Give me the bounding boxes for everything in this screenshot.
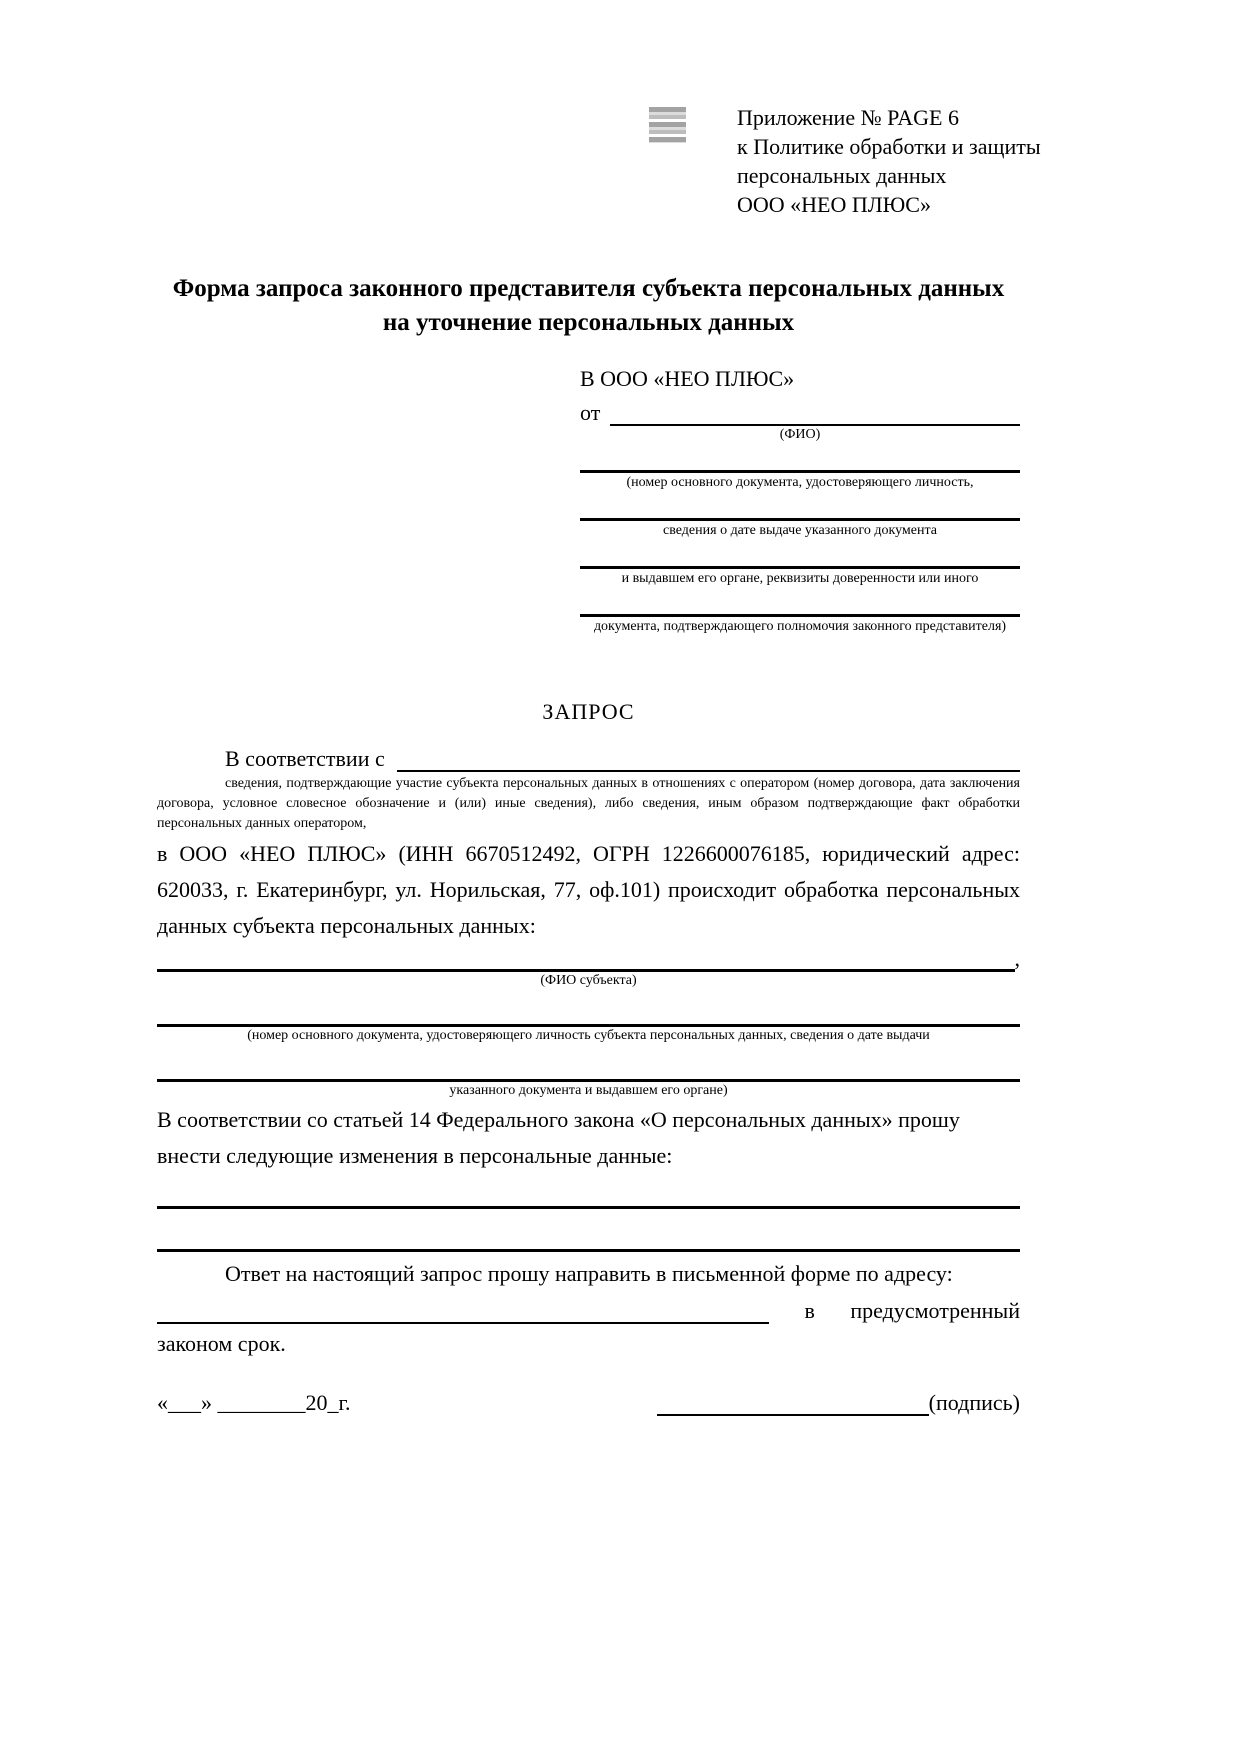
addressee-block [580, 364, 1020, 636]
reply-address-field-line[interactable] [157, 1298, 769, 1324]
policy-line-1: к Политике обработки и защиты [737, 134, 1041, 159]
date-template-field[interactable]: «___» ________20_г. [157, 1390, 351, 1415]
reply-paragraph: Ответ на настоящий запрос прошу направить в письменной форме по адресу: [225, 1261, 953, 1286]
representative-name-field-line[interactable] [610, 400, 1020, 426]
reply-word-v: в [804, 1298, 815, 1323]
blurred-field-code-artifact [649, 107, 686, 143]
appendix-number-line: Приложение № PAGE 6 [737, 105, 959, 130]
reply-address-row [157, 1292, 1020, 1324]
form-title-line-2: на уточнение персональных данных [382, 309, 795, 336]
addressee-company: В ООО «НЕО ПЛЮС» [580, 366, 795, 391]
document-body [157, 272, 1020, 1416]
fio-caption: (ФИО) [779, 427, 821, 442]
subject-document-field-2 [157, 1055, 1020, 1100]
from-label: от [580, 400, 601, 425]
operator-paragraph: в ООО «НЕО ПЛЮС» (ИНН 6670512492, ОГРН 1226600076185, юридический адрес: 620033, г. Екатеринбург, ул. Норильская, 77, оф.101) происходит обработка персональных данных субъекта персональных данных: [157, 841, 1020, 938]
issuing-authority-caption: и выдавшем его органе, реквизиты доверенности или иного [621, 571, 979, 586]
document-number-caption: (номер основного документа, удостоверяющего личность, [626, 475, 974, 490]
reply-word-predusmotrenny: предусмотренный [850, 1298, 1020, 1323]
authority-document-field-line[interactable] [580, 592, 1020, 617]
subject-document-caption-1: (номер основного документа, удостоверяющего личность субъекта персональных данных, сведения о дате выдачи [247, 1028, 930, 1043]
company-name: ООО «НЕО ПЛЮС» [737, 192, 931, 217]
signature-block [657, 1390, 1020, 1416]
reply-closing: законом срок. [157, 1331, 286, 1356]
form-title-line-1: Форма запроса законного представителя субъекта персональных данных [172, 275, 1005, 302]
article-paragraph: В соответствии со статьей 14 Федерального закона «О персональных данных» прошу внести следующие изменения в персональные данные: [157, 1107, 960, 1168]
signature-caption: (подпись) [928, 1390, 1020, 1415]
document-issue-date-caption: сведения о дате выдаче указанного документа [663, 523, 937, 538]
document-number-field-line[interactable] [580, 448, 1020, 473]
issuing-authority-field [580, 544, 1020, 588]
changes-field-line-2[interactable] [157, 1209, 1020, 1252]
changes-field-line-1[interactable] [157, 1174, 1020, 1209]
accordance-row [157, 738, 1020, 772]
trailing-comma: , [1014, 946, 1020, 971]
subject-fio-row [157, 946, 1020, 972]
document-issue-date-field-line[interactable] [580, 496, 1020, 521]
appendix-header [737, 103, 1041, 219]
signature-field-line[interactable] [657, 1390, 929, 1416]
form-title [157, 272, 1020, 340]
accordance-label: В соответствии с [225, 746, 385, 771]
from-row [580, 394, 1020, 426]
subject-fio-caption: (ФИО субъекта) [540, 973, 637, 988]
subject-document-field-line[interactable] [157, 1000, 1020, 1027]
document-issue-date-field [580, 496, 1020, 540]
request-heading: ЗАПРОС [542, 699, 635, 724]
subject-fio-field-line[interactable] [157, 949, 1015, 972]
authority-document-caption: документа, подтверждающего полномочия законного представителя) [593, 619, 1007, 634]
signature-row [157, 1390, 1020, 1416]
accordance-basis-field-line[interactable] [397, 746, 1020, 772]
representative-document-field [580, 448, 1020, 492]
subject-document-field [157, 1000, 1020, 1045]
issuing-authority-field-line[interactable] [580, 544, 1020, 569]
subject-document-caption-2: указанного документа и выдавшем его органе) [449, 1083, 728, 1098]
footnote-text: сведения, подтверждающие участие субъекта персональных данных в отношениях с оператором (номер договора, дата заключения договора, условное словесное обозначение и (или) иные сведения), либо сведения, иным образом подтверждающие факт обработки персональных данных оператором, [157, 776, 1020, 831]
subject-document-field-line-2[interactable] [157, 1055, 1020, 1082]
policy-line-2: персональных данных [737, 163, 947, 188]
authority-document-field [580, 592, 1020, 636]
